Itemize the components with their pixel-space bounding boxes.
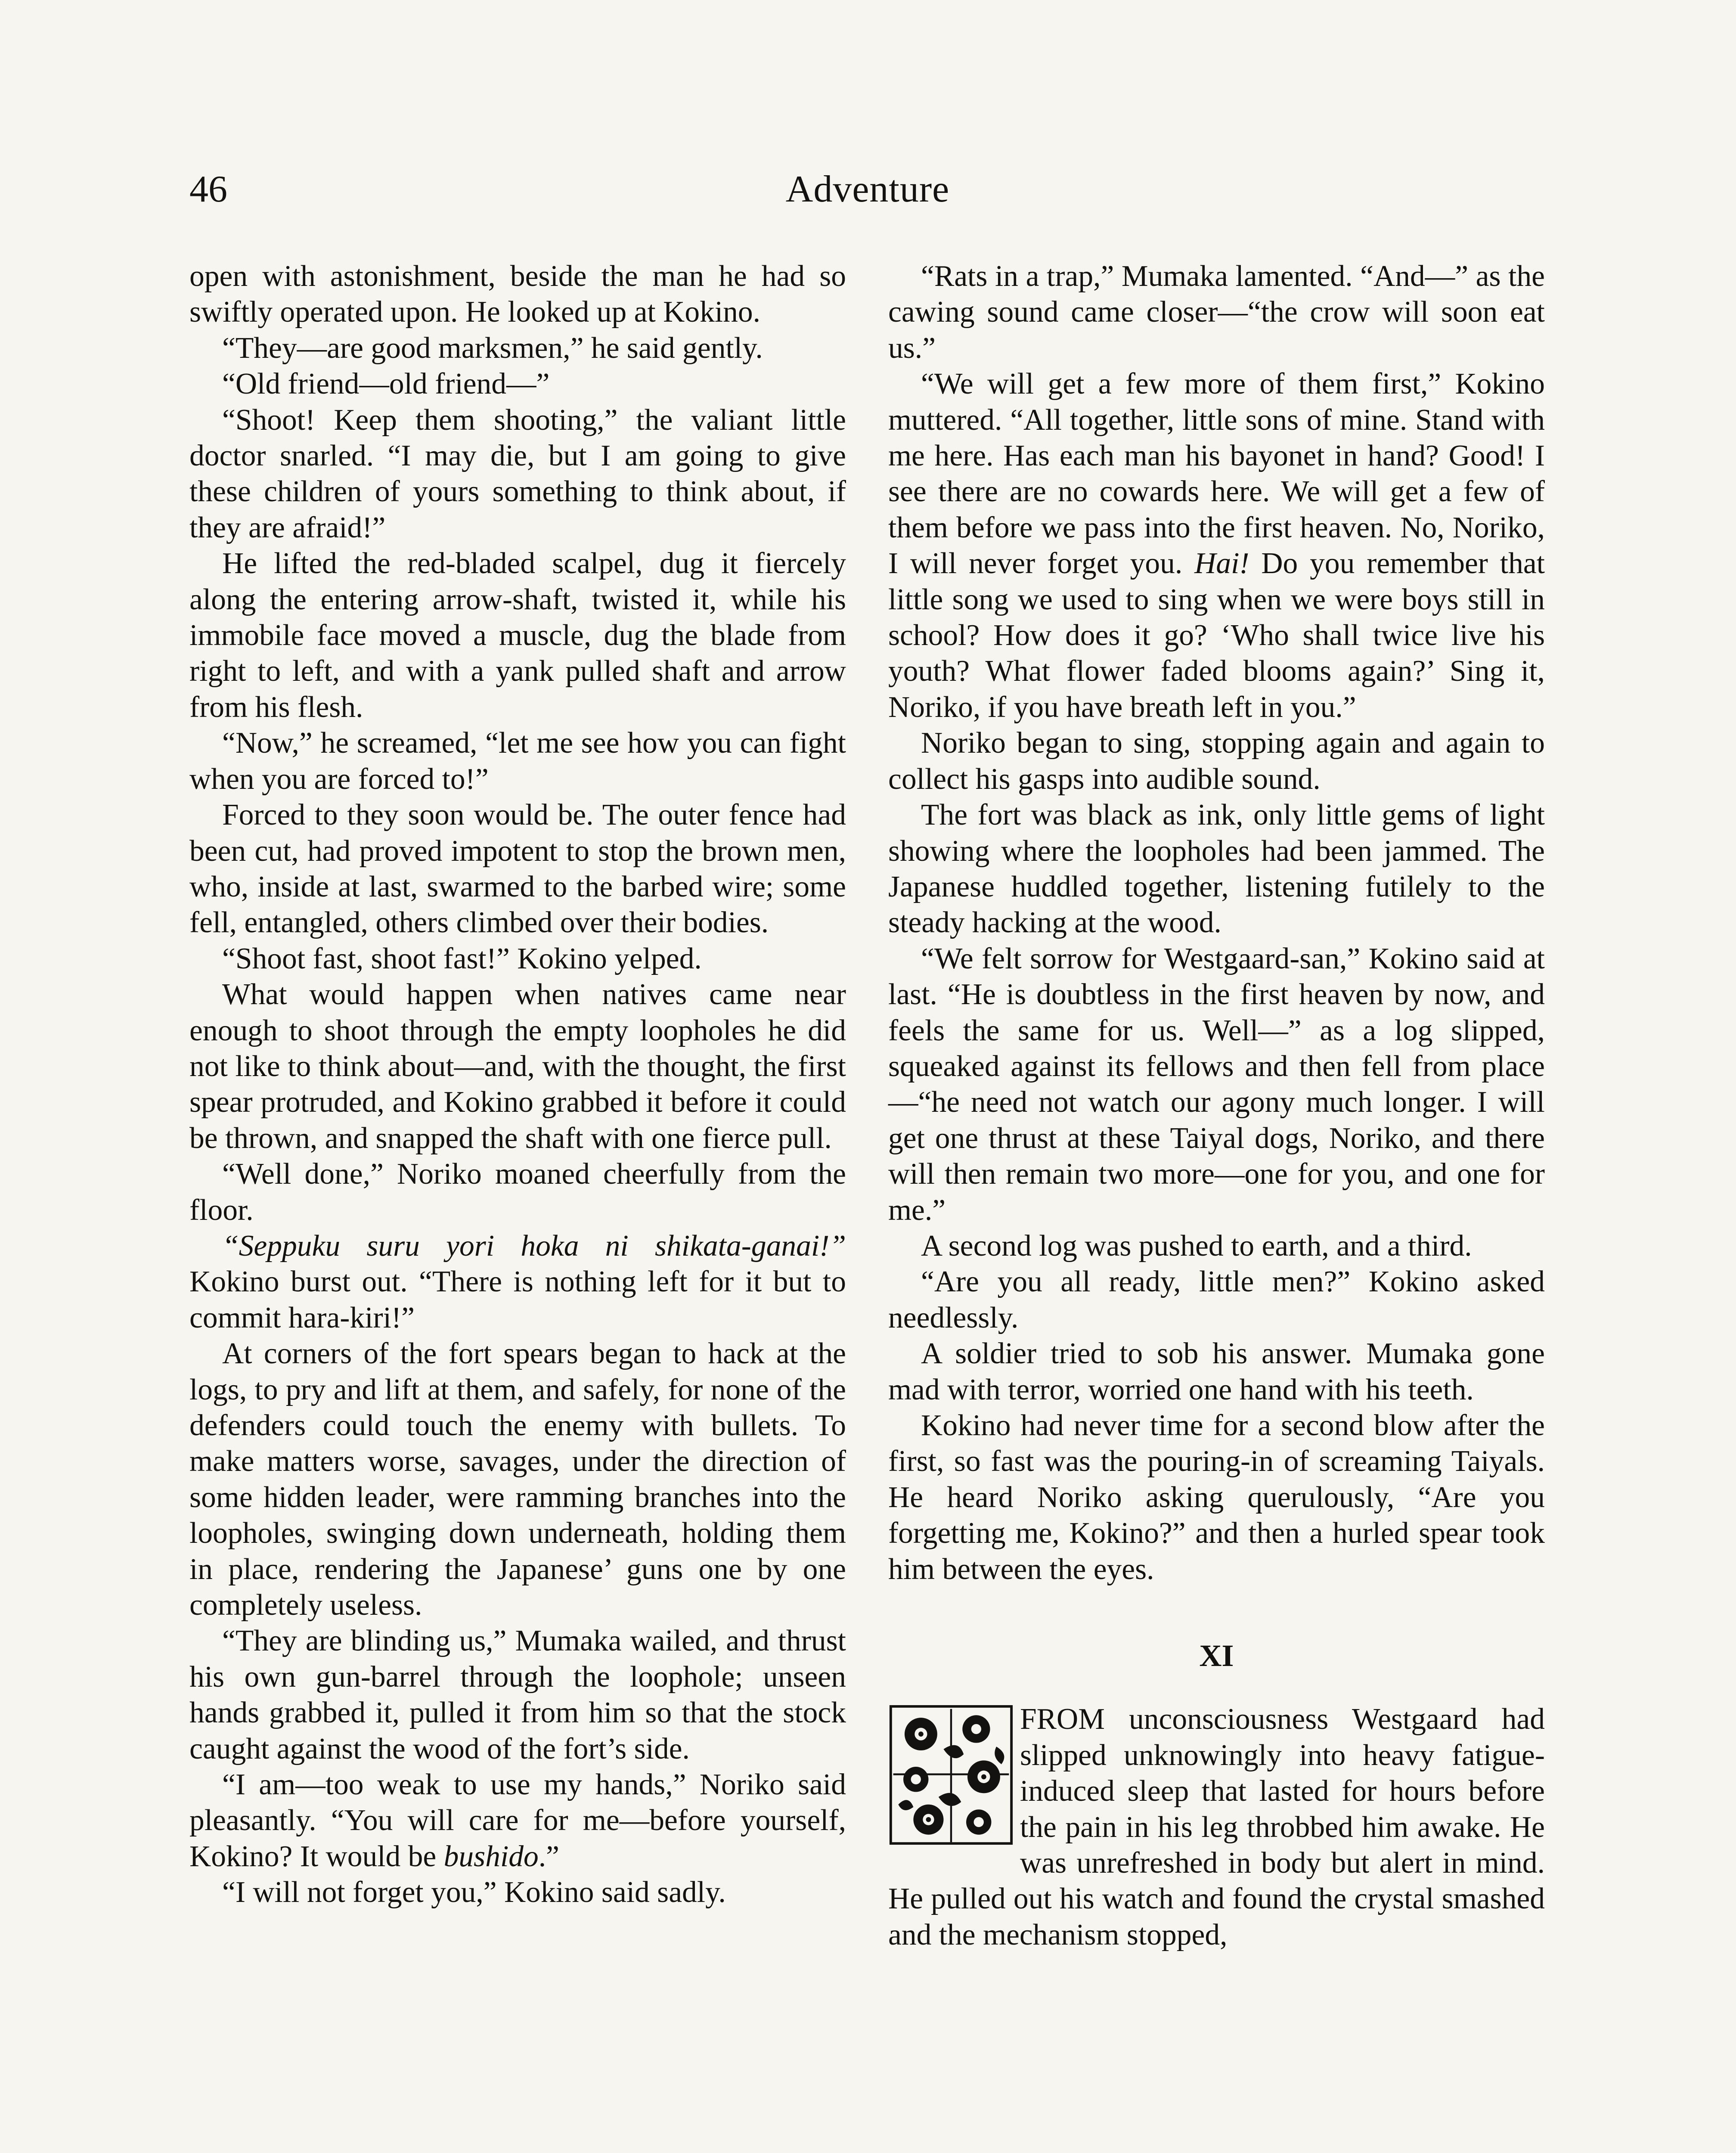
paragraph: “Now,” he screamed, “let me see how you can fight when you are forced to!” xyxy=(189,726,846,796)
paragraph-text: “We will get a few more of them first,” Kokino muttered. “All together, little sons of mine. Stand with me here. Has each man his bayonet in hand? Good! I see there are no cowards here. We will get a few of them before we pass into the first heaven. No, Noriko, I will never forget you. xyxy=(888,367,1545,580)
flower-ornament-icon xyxy=(888,1704,1014,1846)
paragraph: “They—are good marksmen,” he said gently. xyxy=(222,331,763,365)
paragraph-text: FROM unconsciousness Westgaard had slipped unknowingly into heavy fatigue-induced sleep that lasted for hours before the pain in his leg throbbed him awake. He was unrefreshed in body but alert in mind. He pulled out his watch and found the crystal smashed and the mechanism stopped, xyxy=(888,1703,1545,1951)
paragraph: Noriko began to sing, stopping again and again to collect his gasps into audible sound. xyxy=(888,726,1545,796)
paragraph xyxy=(888,366,1545,725)
paragraph: “Well done,” Noriko moaned cheerfully from the floor. xyxy=(189,1157,846,1227)
page-number: 46 xyxy=(189,168,227,210)
chapter-opening-paragraph xyxy=(888,1701,1545,1953)
paragraph: A second log was pushed to earth, and a third. xyxy=(921,1229,1472,1263)
paragraph: A soldier tried to sob his answer. Mumaka gone mad with terror, worried one hand with his teeth. xyxy=(888,1337,1545,1406)
paragraph-text: Do you remember that little song we used to sing when we were boys still in school? How does it go? ‘Who shall twice live his youth? What flower faded blooms again?’ Sing it, Noriko, if you have breath left in you.” xyxy=(888,547,1545,724)
paragraph: “Old friend—old friend—” xyxy=(222,367,550,401)
paragraph: “Shoot fast, shoot fast!” Kokino yelped. xyxy=(222,942,702,975)
paragraph-text: “I am—too weak to use my hands,” Noriko said pleasantly. “You will care for me—before yourself, Kokino? It would be xyxy=(189,1768,846,1873)
paragraph-text: .” xyxy=(538,1840,559,1873)
right-column xyxy=(888,258,1545,1953)
paragraph: At corners of the fort spears began to hack at the logs, to pry and lift at them, and safely, for none of the defenders could touch the enemy with bullets. To make matters worse, savages, under the direction of some hidden leader, were ramming branches into the loopholes, swinging down underneath, holding them in place, rendering the Japanese’ guns one by one completely useless. xyxy=(189,1337,846,1622)
paragraph: “I will not forget you,” Kokino said sadly. xyxy=(222,1876,726,1909)
chapter-heading: XI xyxy=(1199,1638,1234,1673)
paragraph xyxy=(189,1228,846,1336)
italic-term: bushido xyxy=(443,1840,539,1873)
paragraph: The fort was black as ink, only little gems of light showing where the loopholes had been jammed. The Japanese huddled together, listening futilely to the steady hacking at the wood. xyxy=(888,798,1545,940)
paragraph: What would happen when natives came near enough to shoot through the empty loopholes he did not like to think about—and, with the thought, the first spear protruded, and Kokino grabbed it before it could be thrown, and snapped the shaft with one fierce pull. xyxy=(189,978,846,1155)
paragraph: “Are you all ready, little men?” Kokino asked needlessly. xyxy=(888,1265,1545,1334)
japanese-exclamation: “Seppuku suru yori hoka ni shikata-ganai!” xyxy=(222,1229,846,1263)
paragraph-text: Kokino burst out. “There is nothing left for it but to commit hara-kiri!” xyxy=(189,1265,846,1334)
paragraph: Forced to they soon would be. The outer fence had been cut, had proved impotent to stop the brown men, who, inside at last, swarmed to the barbed wire; some fell, entangled, others climbed over their bodies. xyxy=(189,798,846,940)
magazine-title: Adventure xyxy=(785,168,950,210)
left-column xyxy=(189,258,846,1911)
paragraph: “They are blinding us,” Mumaka wailed, and thrust his own gun-barrel through the loophole; unseen hands grabbed it, pulled it from him so that the stock caught against the wood of the fort’s side. xyxy=(189,1624,846,1765)
paragraph: Kokino had never time for a second blow after the first, so fast was the pouring-in of screaming Taiyals. He heard Noriko asking querulously, “Are you forgetting me, Kokino?” and then a hurled spear took him between the eyes. xyxy=(888,1409,1545,1586)
italic-term: Hai! xyxy=(1194,547,1249,580)
paragraph xyxy=(189,1767,846,1874)
paragraph: “Rats in a trap,” Mumaka lamented. “And—” as the cawing sound came closer—“the crow will soon eat us.” xyxy=(888,260,1545,365)
paragraph: open with astonishment, beside the man he had so swiftly operated upon. He looked up at Kokino. xyxy=(189,260,846,329)
paragraph: He lifted the red-bladed scalpel, dug it fiercely along the entering arrow-shaft, twisted it, while his immobile face moved a muscle, dug the blade from right to left, and with a yank pulled shaft and arrow from his flesh. xyxy=(189,547,846,724)
page-header xyxy=(189,164,1546,224)
paragraph: “Shoot! Keep them shooting,” the valiant little doctor snarled. “I may die, but I am going to give these children of yours something to think about, if they are afraid!” xyxy=(189,403,846,544)
paragraph: “We felt sorrow for Westgaard-san,” Kokino said at last. “He is doubtless in the first heaven by now, and feels the same for us. Well—” as a log slipped, squeaked against its fellows and then fell from place—“he need not watch our agony much longer. I will get one thrust at these Taiyal dogs, Noriko, and there will then remain two more—one for you, and one for me.” xyxy=(888,942,1545,1227)
